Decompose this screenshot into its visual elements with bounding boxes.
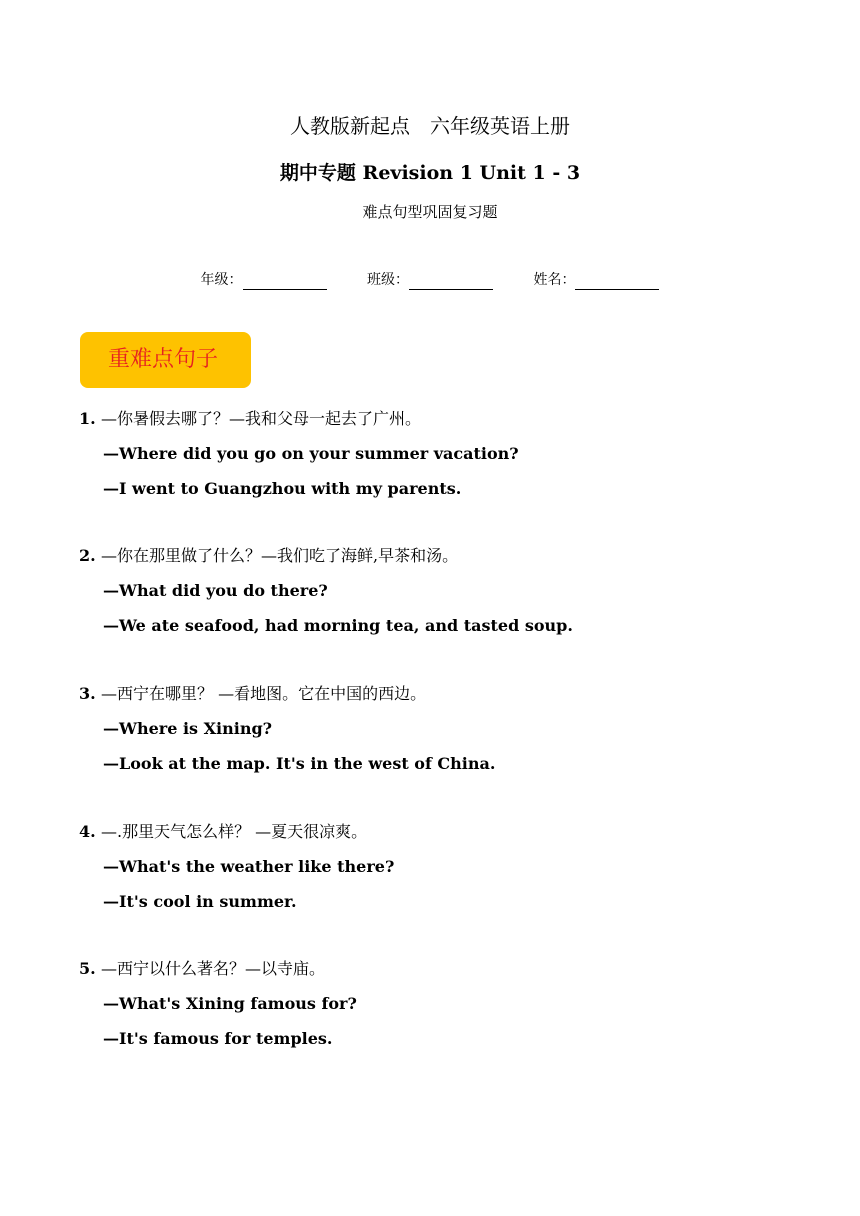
question-chinese <box>79 545 799 567</box>
question-item <box>79 408 799 500</box>
question-number: 3. <box>79 684 96 703</box>
name-label: 姓名： <box>533 272 576 288</box>
answer-english-line: —Look at the map. It's in the west of China. <box>103 754 496 773</box>
answer-english-line: —I went to Guangzhou with my parents. <box>103 479 462 498</box>
question-chinese-text: —你在那里做了什么？—我们吃了海鲜,早茶和汤。 <box>101 546 459 565</box>
question-item <box>79 545 799 637</box>
question-chinese-text: —.那里天气怎么样？ —夏天很凉爽。 <box>101 822 368 841</box>
answer-english-line: —It's famous for temples. <box>103 1029 333 1048</box>
question-number: 1. <box>79 409 96 428</box>
question-chinese-text: —你暑假去哪了？—我和父母一起去了广州。 <box>101 409 422 428</box>
section-badge: 重难点句子 <box>80 332 251 388</box>
class-blank[interactable] <box>409 273 493 290</box>
question-english-line: —Where is Xining? <box>103 719 273 738</box>
grade-label: 年级： <box>200 272 243 288</box>
question-chinese <box>79 958 799 980</box>
student-info-row <box>0 270 860 290</box>
document-subtitle: 期中专题 Revision 1 Unit 1 - 3 <box>279 162 581 184</box>
answer-english-line: —It's cool in summer. <box>103 892 297 911</box>
document-subheading: 难点句型巩固复习题 <box>362 203 498 221</box>
question-chinese-text: —西宁在哪里？ —看地图。它在中国的西边。 <box>101 684 427 703</box>
class-label: 班级： <box>367 272 409 288</box>
question-chinese <box>79 821 799 843</box>
question-english-line: —What did you do there? <box>103 581 328 600</box>
name-field <box>533 270 659 290</box>
question-item <box>79 821 799 913</box>
grade-field <box>201 270 327 290</box>
question-chinese <box>79 408 799 430</box>
question-number: 4. <box>79 822 96 841</box>
question-english-line: —Where did you go on your summer vacation? <box>103 444 519 463</box>
answer-english-line: —We ate seafood, had morning tea, and tasted soup. <box>103 616 573 635</box>
grade-blank[interactable] <box>243 273 327 290</box>
document-title: 人教版新起点 六年级英语上册 <box>290 114 570 138</box>
question-chinese-text: —西宁以什么著名？—以寺庙。 <box>101 959 326 978</box>
question-item <box>79 683 799 775</box>
question-number: 2. <box>79 546 96 565</box>
question-chinese <box>79 683 799 705</box>
question-english-line: —What's Xining famous for? <box>103 994 357 1013</box>
name-blank[interactable] <box>575 273 659 290</box>
question-english-line: —What's the weather like there? <box>103 857 395 876</box>
question-item <box>79 958 799 1050</box>
class-field <box>367 270 493 290</box>
question-number: 5. <box>79 959 96 978</box>
